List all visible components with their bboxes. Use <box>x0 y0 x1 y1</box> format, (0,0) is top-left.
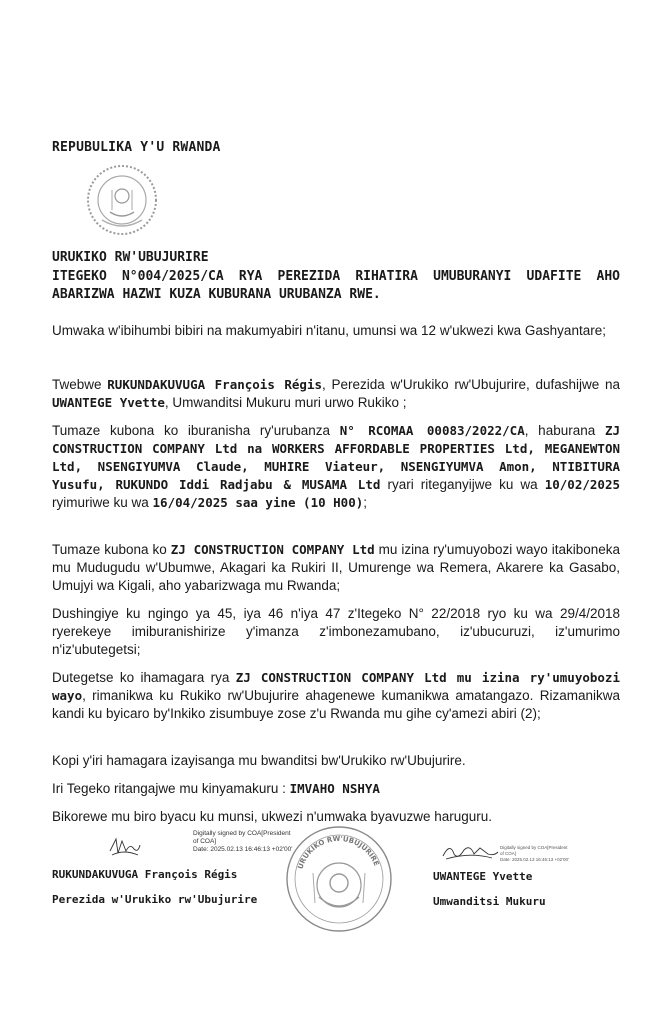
signer-right-role: Umwanditsi Mukuru <box>433 895 546 908</box>
paragraph-parties-court: Twebwe RUKUNDAKUVUGA François Régis, Perezida w'Urukiko rw'Ubujurire, dufashijwe na UWANTEGE Yvette, Umwanditsi Mukuru muri urwo Rukiko ; <box>52 377 621 410</box>
signer-left-name: RUKUNDAKUVUGA François Régis <box>52 868 238 881</box>
svg-text:URUKIKO RW'UBUJURIRE <box>296 835 380 870</box>
signer-left-role: Perezida w'Urukiko rw'Ubujurire <box>52 893 258 906</box>
court-official-stamp <box>283 823 395 935</box>
handwritten-signature-right <box>440 840 500 862</box>
paragraph-absence: Tumaze kubona ko ZJ CONSTRUCTION COMPANY Ltd mu izina ry'umuyobozi wayo itakiboneka mu Mudugudu w'Ubumwe, Akagari ka Rukiri II, Umurenge wa Remera, Akarere ka Gasabo, Umujyi wa Kigali, aho yabarizwaga mu Rwanda; <box>52 542 620 593</box>
order-title: ITEGEKO N°004/2025/CA RYA PEREZIDA RIHATIRA UMUBURANYI UDAFITE AHO ABARIZWA HAZWI KUZA KUBURANA URUBANZA RWE. <box>52 269 620 302</box>
digital-signature-note: Digitally signed by COA[President of COA] Date: 2025.02.13 16:46:13 +02'00' <box>193 830 293 853</box>
stamp-text: URUKIKO RW'UBUJURIRE <box>296 834 381 871</box>
paragraph-copy: Kopi y'iri hamagara izayisanga mu bwanditsi bw'Urukiko rw'Ubujurire. <box>52 753 466 768</box>
paragraph-closing: Bikorewe mu biro byacu ku munsi, ukwezi n'umwaka byavuzwe haruguru. <box>52 809 493 824</box>
paragraph-date: Umwaka w'ibihumbi bibiri na makumyabiri n'itanu, umunsi wa 12 w'ukwezi kwa Gashyantare; <box>52 323 606 338</box>
paragraph-order: Dutegetse ko ihamagara rya ZJ CONSTRUCTION COMPANY Ltd mu izina ry'umuyobozi wayo, rimanikwa ku Rukiko rw'Ubujurire ahagenewe kumanikwa amatangazo. Rizamanikwa kandi ku byicaro by'Inkiko zisumbuye zose z'u Rwanda mu gihe cy'amezi abiri (2); <box>52 670 620 721</box>
paragraph-case: Tumaze kubona ko iburanisha ry'urubanza N° RCOMAA 00083/2022/CA, haburana ZJ CONSTRUCTION COMPANY Ltd na WORKERS AFFORDABLE PROPERTIES Ltd, MEGANEWTON Ltd, NSENGIYUMVA Claude, MUHIRE Viateur, NSENGIYUMVA Amon, NTIBITURA Yusufu, RUKUNDO Iddi Radjabu & MUSAMA Ltd ryari riteganyijwe ku wa 10/02/2025 ryimuriwe ku wa 16/04/2025 saa yine (10 H00); <box>52 423 621 510</box>
paragraph-legal-basis: Dushingiye ku ngingo ya 45, iya 46 n'iya 47 z'Itegeko N° 22/2018 ryo ku wa 29/4/2018 ryerekeye imiburanishirize y'imanza z'imbonezamubano, iz'ubucuruzi, iz'umurimo n'iz'ubutegetsi; <box>52 606 620 657</box>
court-name: URUKIKO RW'UBUJURIRE <box>52 250 209 265</box>
paragraph-publication: Iri Tegeko ritangajwe mu kinyamakuru : IMVAHO NSHYA <box>52 781 380 796</box>
rwanda-coat-of-arms-seal <box>82 160 162 240</box>
digital-signature-note-right: Digitally signed by COA[President of COA] Date: 2025.02.13 16:46:13 +02'00' <box>500 845 569 862</box>
signer-right-name: UWANTEGE Yvette <box>433 870 533 883</box>
handwritten-signature-left <box>108 835 142 859</box>
country-header: REPUBULIKA Y'U RWANDA <box>52 140 221 155</box>
